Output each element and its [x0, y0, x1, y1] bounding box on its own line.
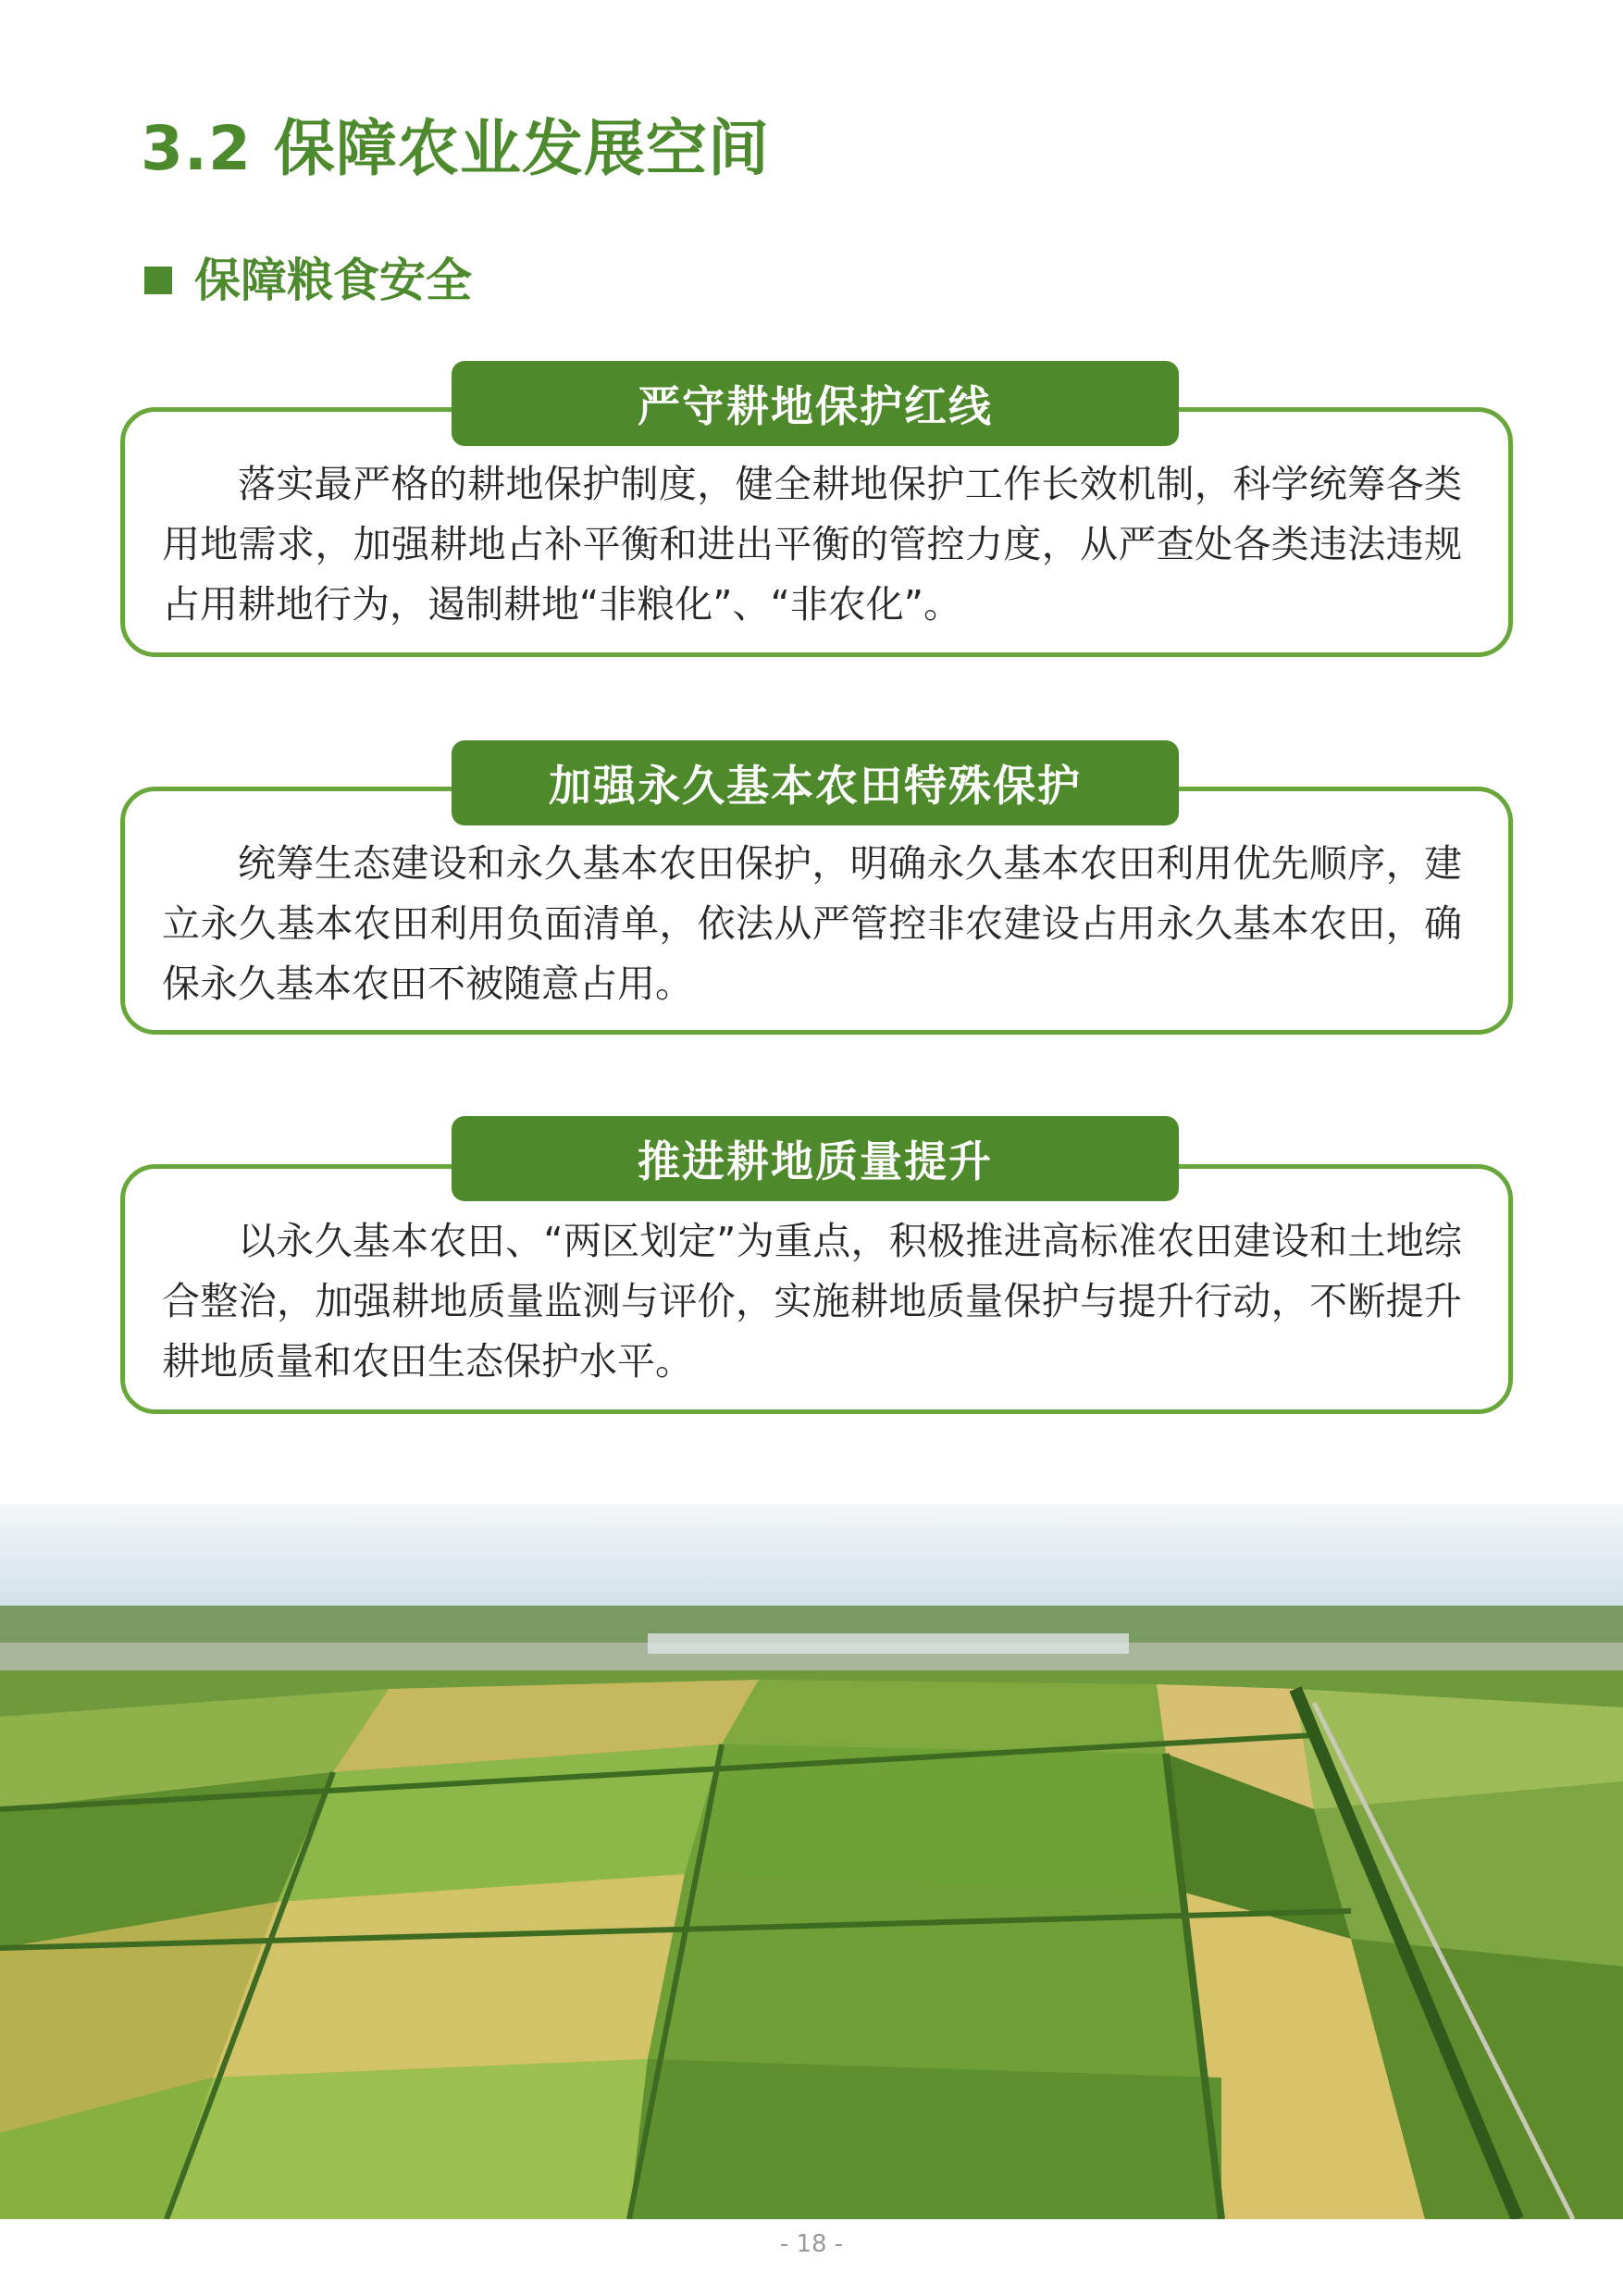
page-number: - 18 - [779, 2230, 844, 2258]
farmland-aerial-photo [0, 1504, 1623, 2219]
card-body: 落实最严格的耕地保护制度，健全耕地保护工作长效机制，科学统筹各类用地需求，加强耕地占补平衡和进出平衡的管控力度，从严查处各类违法违规占用耕地行为，遏制耕地“非粮化”、“非农化”。 [162, 462, 1462, 627]
card-body: 以永久基本农田、“两区划定”为重点，积极推进高标准农田建设和土地综合整治，加强耕地质量监测与评价，实施耕地质量保护与提升行动，不断提升耕地质量和农田生态保护水平。 [162, 1219, 1462, 1384]
section-title: 3.2 保障农业发展空间 [141, 113, 770, 184]
card-title: 加强永久基本农田特殊保护 [452, 740, 1179, 825]
card-title: 推进耕地质量提升 [452, 1116, 1179, 1201]
card-title: 严守耕地保护红线 [452, 361, 1179, 446]
card-farmland-quality [120, 1164, 1513, 1414]
sub-heading [144, 254, 472, 307]
square-bullet-icon [144, 267, 172, 294]
card-body: 统筹生态建设和永久基本农田保护，明确永久基本农田利用优先顺序，建立永久基本农田利用负面清单，依法从严管控非农建设占用永久基本农田，确保永久基本农田不被随意占用。 [162, 841, 1462, 1006]
sub-heading-label: 保障粮食安全 [194, 254, 472, 307]
